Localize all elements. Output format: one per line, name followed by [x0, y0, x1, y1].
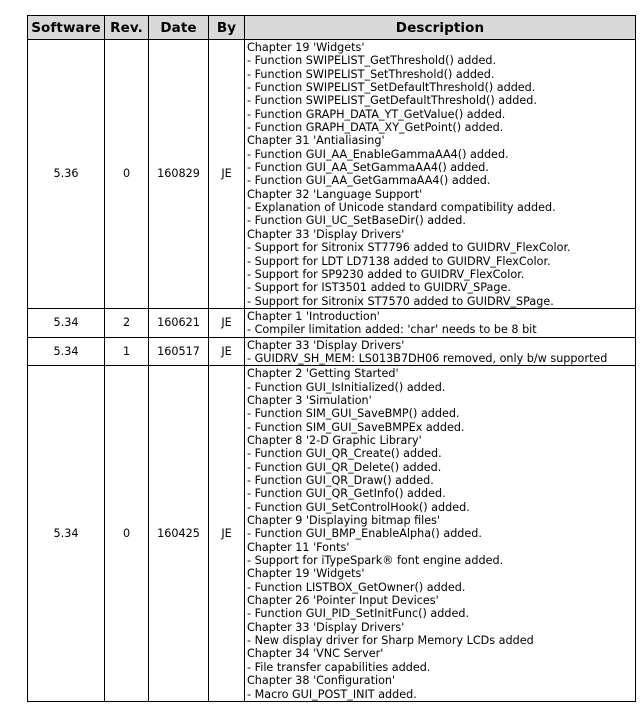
description-line: - Function GUI_AA_SetGammaAA4() added.: [247, 161, 489, 175]
description-line: - Function GUI_AA_EnableGammaAA4() added.: [247, 147, 509, 161]
cell-software: 5.36: [28, 40, 105, 309]
description-line: - Compiler limitation added: 'char' needs to be 8 bit: [247, 323, 537, 337]
description-line: - GUIDRV_SH_MEM: LS013B7DH06 removed, only b/w supported: [247, 351, 608, 365]
description-line: Chapter 31 'Antialiasing': [247, 134, 385, 148]
description-line: - Support for IST3501 added to GUIDRV_SPage.: [247, 281, 511, 295]
cell-description: [245, 366, 636, 702]
description-line: - Function GUI_BMP_EnableAlpha() added.: [247, 527, 482, 541]
table-row: [28, 337, 636, 366]
description-line: - Function GUI_QR_Create() added.: [247, 447, 442, 461]
description-line: - File transfer capabilities added.: [247, 660, 431, 674]
description-line: Chapter 33 'Display Drivers': [247, 227, 405, 241]
description-line: - Function SIM_GUI_SaveBMP() added.: [247, 407, 460, 421]
description-line: Chapter 19 'Widgets': [247, 41, 365, 54]
description-line: - Function GRAPH_DATA_YT_GetValue() added.: [247, 107, 506, 121]
description-line: - Support for iTypeSpark® font engine added.: [247, 554, 504, 568]
cell-date: 160425: [149, 366, 209, 702]
description-line: Chapter 34 'VNC Server': [247, 647, 384, 661]
header-description: Description: [245, 16, 636, 40]
cell-by: JE: [209, 308, 245, 337]
cell-rev: 1: [105, 337, 149, 366]
description-line: Chapter 19 'Widgets': [247, 567, 365, 581]
header-by: By: [209, 16, 245, 40]
description-line: Chapter 26 'Pointer Input Devices': [247, 594, 439, 608]
cell-description: [245, 308, 636, 337]
cell-date: 160517: [149, 337, 209, 366]
description-line: - Function SIM_GUI_SaveBMPEx added.: [247, 420, 465, 434]
cell-description: [245, 337, 636, 366]
description-line: Chapter 33 'Display Drivers': [247, 620, 405, 634]
description-line: - Function GUI_QR_Delete() added.: [247, 460, 442, 474]
cell-description: [245, 40, 636, 309]
description-line: - Function GUI_AA_GetGammaAA4() added.: [247, 174, 491, 188]
header-row: [28, 16, 636, 40]
cell-rev: 2: [105, 308, 149, 337]
description-line: Chapter 32 'Language Support': [247, 187, 423, 201]
description-line: Chapter 33 'Display Drivers': [247, 338, 405, 352]
description-line: Chapter 1 'Introduction': [247, 309, 380, 323]
cell-by: JE: [209, 337, 245, 366]
description-line: - Macro GUI_POST_INIT added.: [247, 687, 417, 701]
table-row: [28, 308, 636, 337]
description-line: Chapter 3 'Simulation': [247, 393, 372, 407]
header-software: Software: [28, 16, 105, 40]
description-line: - Function LISTBOX_GetOwner() added.: [247, 580, 466, 594]
description-line: - Function GUI_QR_Draw() added.: [247, 474, 434, 487]
description-line: Chapter 8 '2-D Graphic Library': [247, 433, 422, 447]
description-line: - Function GUI_PID_SetInitFunc() added.: [247, 607, 470, 621]
description-line: - Function SWIPELIST_SetDefaultThreshold() added.: [247, 81, 536, 95]
cell-rev: 0: [105, 366, 149, 702]
description-line: - Function SWIPELIST_GetThreshold() added.: [247, 54, 497, 68]
description-line: - Function GRAPH_DATA_XY_GetPoint() added.: [247, 121, 504, 135]
description-line: - Function GUI_UC_SetBaseDir() added.: [247, 214, 466, 228]
table-row: [28, 366, 636, 702]
header-date: Date: [149, 16, 209, 40]
description-line: - Support for Sitronix ST7796 added to GUIDRV_FlexColor.: [247, 241, 571, 255]
cell-date: 160621: [149, 308, 209, 337]
cell-software: 5.34: [28, 337, 105, 366]
cell-by: JE: [209, 40, 245, 309]
header-rev: Rev.: [105, 16, 149, 40]
cell-software: 5.34: [28, 366, 105, 702]
description-line: - Function SWIPELIST_SetThreshold() added.: [247, 67, 495, 81]
table-row: [28, 40, 636, 309]
revision-history-table-wrapper: [27, 15, 635, 702]
description-line: Chapter 38 'Configuration': [247, 674, 396, 688]
description-line: - Support for SP9230 added to GUIDRV_FlexColor.: [247, 267, 525, 281]
description-line: - Support for LDT LD7138 added to GUIDRV_FlexColor.: [247, 254, 551, 268]
cell-date: 160829: [149, 40, 209, 309]
description-line: - Function GUI_SetControlHook() added.: [247, 500, 470, 514]
description-line: Chapter 2 'Getting Started': [247, 367, 399, 381]
description-line: - Explanation of Unicode standard compatibility added.: [247, 201, 556, 215]
cell-software: 5.34: [28, 308, 105, 337]
description-line: - New display driver for Sharp Memory LCDs added: [247, 634, 534, 648]
cell-by: JE: [209, 366, 245, 702]
cell-rev: 0: [105, 40, 149, 309]
description-line: Chapter 11 'Fonts': [247, 540, 350, 554]
description-line: - Function GUI_IsInitialized() added.: [247, 380, 446, 394]
description-line: - Function SWIPELIST_GetDefaultThreshold() added.: [247, 94, 537, 108]
revision-history-table: [27, 15, 636, 702]
description-line: Chapter 9 'Displaying bitmap files': [247, 514, 441, 528]
description-line: - Support for Sitronix ST7570 added to GUIDRV_SPage.: [247, 294, 554, 308]
description-line: - Function GUI_QR_GetInfo() added.: [247, 487, 446, 501]
